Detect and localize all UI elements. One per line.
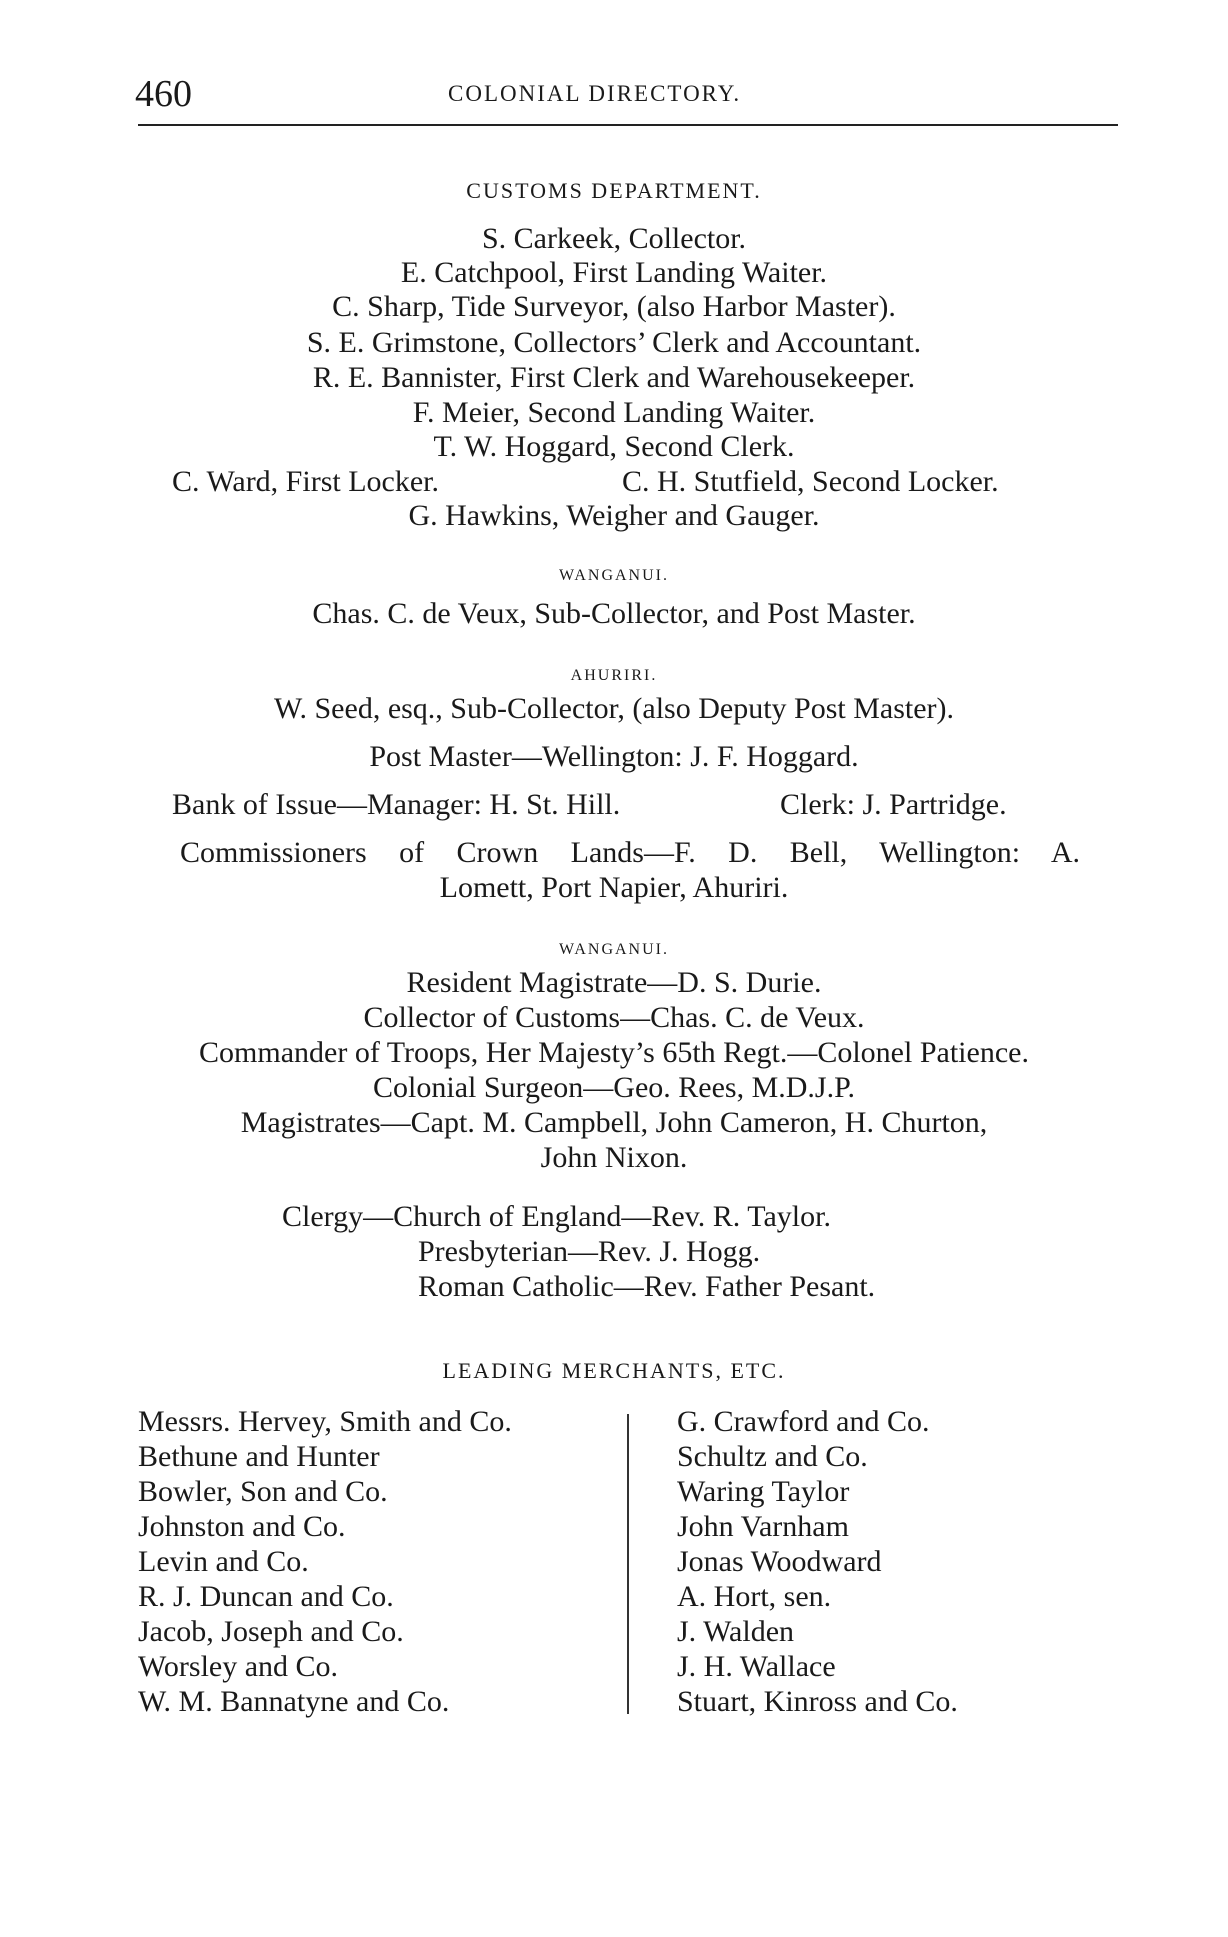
- merchants-left-column: [138, 1404, 512, 1719]
- crown-lands-line2: Lomett, Port Napier, Ahuriri.: [439, 871, 789, 904]
- merchant-entry: J. Walden: [677, 1615, 795, 1648]
- column-divider: [627, 1414, 629, 1714]
- wanganui-line: Resident Magistrate—D. S. Durie.: [406, 966, 822, 999]
- weigher-line: G. Hawkins, Weigher and Gauger.: [408, 499, 820, 532]
- customs-line: S. Carkeek, Collector.: [481, 222, 747, 255]
- header-rule: [138, 124, 1118, 126]
- clergy-line2: Presbyterian—Rev. J. Hogg.: [418, 1235, 761, 1268]
- customs-line: F. Meier, Second Landing Waiter.: [412, 396, 816, 429]
- clergy-line3: Roman Catholic—Rev. Father Pesant.: [418, 1270, 876, 1303]
- merchant-entry: Bethune and Hunter: [138, 1440, 380, 1473]
- merchant-entry: Johnston and Co.: [138, 1510, 346, 1543]
- merchant-entry: J. H. Wallace: [677, 1650, 836, 1683]
- merchant-entry: Jacob, Joseph and Co.: [138, 1615, 404, 1648]
- merchant-entry: Stuart, Kinross and Co.: [677, 1685, 958, 1718]
- customs-line: C. Sharp, Tide Surveyor, (also Harbor Master).: [332, 290, 896, 323]
- merchant-entry: Bowler, Son and Co.: [138, 1475, 388, 1508]
- merchant-entry: Messrs. Hervey, Smith and Co.: [138, 1405, 512, 1438]
- merchant-entry: Waring Taylor: [677, 1475, 850, 1508]
- post-master-line: Post Master—Wellington: J. F. Hoggard.: [369, 740, 859, 773]
- merchant-entry: G. Crawford and Co.: [677, 1405, 930, 1438]
- wanganui-heading: WANGANUI.: [559, 941, 669, 958]
- wanganui-customs-line: Chas. C. de Veux, Sub-Collector, and Post Master.: [312, 597, 916, 630]
- second-locker: C. H. Stutfield, Second Locker.: [622, 465, 999, 498]
- crown-lands-line1: Commissioners of Crown Lands—F. D. Bell, Wellington: A.: [180, 836, 1080, 869]
- customs-line: E. Catchpool, First Landing Waiter.: [400, 256, 828, 289]
- merchant-entry: John Varnham: [677, 1510, 849, 1543]
- customs-line: T. W. Hoggard, Second Clerk.: [433, 430, 795, 463]
- customs-line: S. E. Grimstone, Collectors’ Clerk and Accountant.: [306, 326, 922, 359]
- ahuriri-heading: AHURIRI.: [570, 667, 658, 684]
- merchant-entry: Worsley and Co.: [138, 1650, 339, 1683]
- merchant-entry: Levin and Co.: [138, 1545, 309, 1578]
- running-title: COLONIAL DIRECTORY.: [448, 81, 742, 106]
- wanganui-line: Magistrates—Capt. M. Campbell, John Cameron, H. Churton,: [240, 1106, 988, 1139]
- bank-of-issue-manager: Bank of Issue—Manager: H. St. Hill.: [172, 788, 621, 821]
- wanganui-line: Collector of Customs—Chas. C. de Veux.: [363, 1001, 865, 1034]
- merchant-entry: A. Hort, sen.: [677, 1580, 832, 1613]
- merchant-entry: Schultz and Co.: [677, 1440, 868, 1473]
- merchant-entry: Jonas Woodward: [677, 1545, 882, 1578]
- page-number: 460: [135, 73, 192, 115]
- ahuriri-line: W. Seed, esq., Sub-Collector, (also Deputy Post Master).: [273, 692, 955, 725]
- wanganui-line: John Nixon.: [540, 1141, 688, 1174]
- wanganui-line: Commander of Troops, Her Majesty’s 65th Regt.—Colonel Patience.: [199, 1036, 1029, 1069]
- merchant-entry: R. J. Duncan and Co.: [138, 1580, 394, 1613]
- first-locker: C. Ward, First Locker.: [172, 465, 439, 498]
- customs-heading: CUSTOMS DEPARTMENT.: [466, 178, 762, 203]
- merchants-right-column: [677, 1404, 958, 1719]
- merchants-heading: LEADING MERCHANTS, ETC.: [442, 1358, 786, 1383]
- wanganui-line: Colonial Surgeon—Geo. Rees, M.D.J.P.: [373, 1071, 855, 1104]
- bank-of-issue-clerk: Clerk: J. Partridge.: [780, 788, 1007, 821]
- merchant-entry: W. M. Bannatyne and Co.: [138, 1685, 450, 1718]
- wanganui-customs-heading: WANGANUI.: [559, 567, 669, 584]
- clergy-line1: Clergy—Church of England—Rev. R. Taylor.: [282, 1200, 831, 1233]
- customs-line: R. E. Bannister, First Clerk and Warehousekeeper.: [312, 361, 916, 394]
